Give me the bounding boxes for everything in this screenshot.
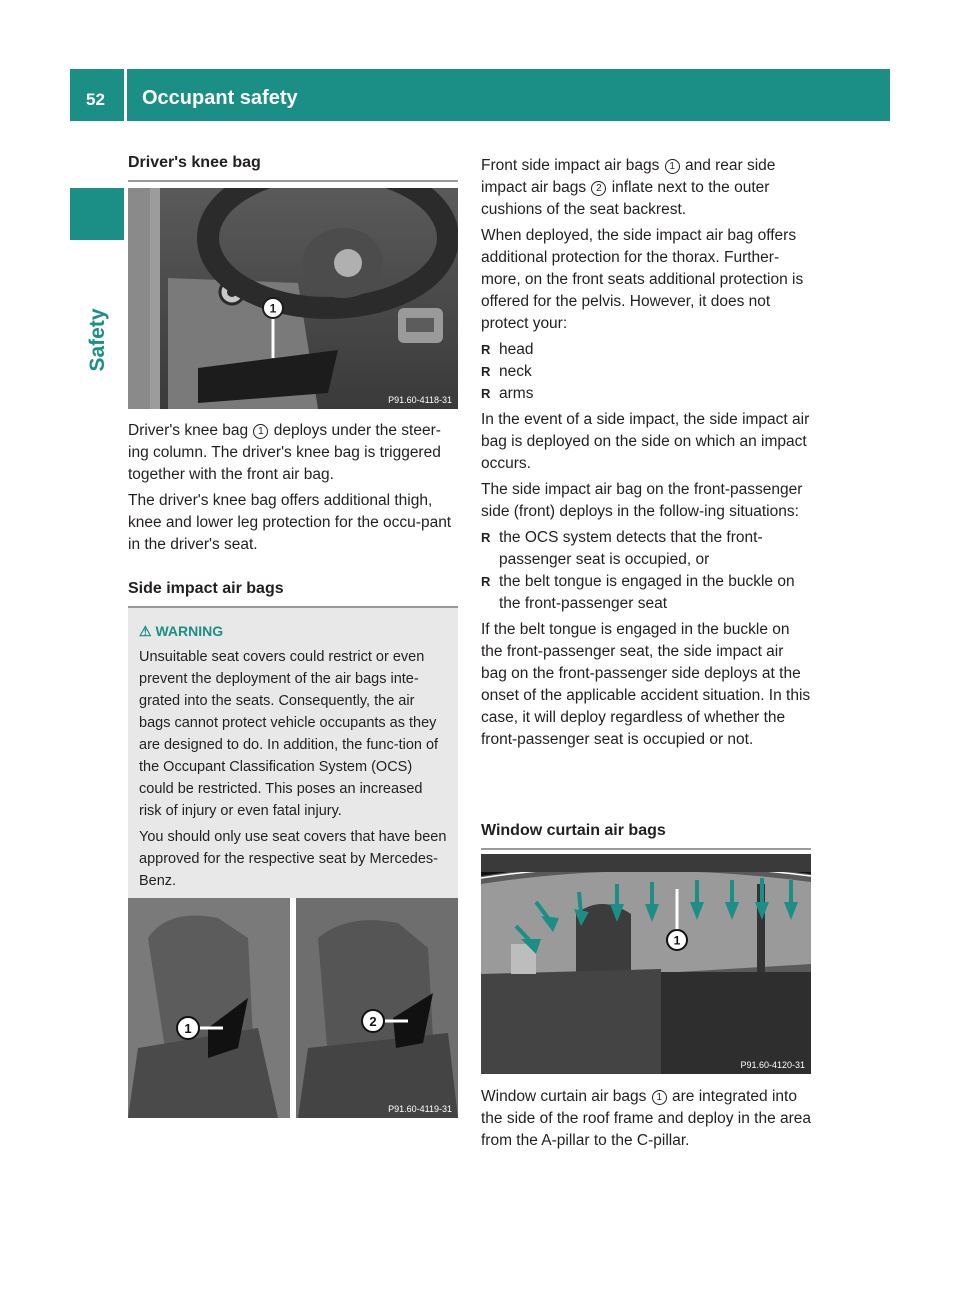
callout-ref-1c: 1 (652, 1090, 667, 1105)
header-divider (124, 69, 127, 121)
right-p1-a: Front side impact air bags (481, 157, 664, 174)
right-paragraph-3: In the event of a side impact, the side impact air bag is deployed on the side on which an impact occurs. (481, 411, 810, 472)
warning-paragraph-2: You should only use seat covers that have been approved for the respective seat by Mercedes-Benz. (139, 829, 447, 889)
knee-paragraph-2: The driver's knee bag offers additional thigh, knee and lower leg protection for the occu-pant in the driver's seat. (128, 492, 452, 553)
callout-ref-2: 2 (591, 181, 606, 196)
window-callout-1: 1 (673, 933, 681, 948)
window-p-b: are integrated into the side of the roof frame and deploy in the area from the A-pillar to the C-pillar. (481, 1088, 812, 1149)
list-item: R arms (481, 383, 813, 405)
right-paragraph-4: The side impact air bag on the front-passenger side (front) deploys in the follow-ing situations: (481, 481, 803, 520)
list-item: R neck (481, 361, 813, 383)
window-image-code: P91.60-4120-31 (740, 1060, 805, 1070)
warning-title: WARNING (155, 623, 224, 639)
page-header (70, 69, 890, 121)
seats-callout-2: 2 (369, 1014, 377, 1029)
callout-ref-1b: 1 (665, 159, 680, 174)
warning-paragraph-1: Unsuitable seat covers could restrict or even prevent the deployment of the air bags inte-grated into the seats. Consequently, the air bags cannot protect vehicle occupants as they are designed to do. In addition, the func-tion of the Occupant Classification System (OCS) could be restricted. This poses an increased risk of injury or even fatal injury. (139, 649, 439, 819)
right-paragraph-5: If the belt tongue is engaged in the buckle on the front-passenger seat, the side impact air bag on the front-passenger side deploys at the onset of the applicable accident situation. In this case, it will deploy regardless of whether the front-passenger seat is occupied or not. (481, 621, 811, 748)
page-number: 52 (86, 90, 105, 109)
callout-ref-1: 1 (253, 424, 268, 439)
seats-image-code: P91.60-4119-31 (388, 1104, 452, 1114)
page-title: Occupant safety (142, 87, 298, 109)
knee-bag-heading: Driver's knee bag (128, 152, 458, 182)
warning-header (139, 620, 448, 642)
right-p1-b: and rear side impact air bags (481, 157, 776, 196)
seats-image (128, 898, 458, 1118)
window-paragraph (481, 1086, 813, 1152)
window-p-a: Window curtain air bags (481, 1088, 651, 1105)
window-heading-wrap (481, 820, 811, 850)
warning-box (128, 608, 458, 906)
right-paragraph-1 (481, 155, 813, 221)
knee-p1-b: deploys under the steer-ing column. The driver's knee bag is triggered together with the front air bag. (128, 422, 441, 483)
window-curtain-image (481, 854, 811, 1074)
list-item: R the OCS system detects that the front-passenger seat is occupied, or (481, 527, 813, 571)
list-item: R head (481, 339, 813, 361)
knee-paragraph-1 (128, 420, 460, 486)
section-tab (70, 188, 124, 240)
right-column (481, 155, 813, 755)
protect-list (481, 339, 813, 405)
knee-p1-a: Driver's knee bag (128, 422, 253, 439)
window-curtain-heading: Window curtain air bags (481, 820, 811, 850)
knee-image-code: P91.60-4118-31 (388, 395, 452, 405)
side-impact-heading-wrap (128, 578, 458, 608)
knee-callout-1: 1 (269, 301, 277, 316)
seats-callout-1: 1 (184, 1021, 192, 1036)
side-impact-heading: Side impact air bags (128, 578, 458, 608)
situation-list (481, 527, 813, 615)
section-label: Safety (86, 308, 109, 372)
warning-triangle-icon: ⚠ (139, 623, 152, 639)
list-item: R the belt tongue is engaged in the buckle on the front-passenger seat (481, 571, 813, 615)
right-p1-c: inflate next to the outer cushions of the seat backrest. (481, 179, 770, 218)
right-paragraph-2: When deployed, the side impact air bag offers additional protection for the thorax. Further-more, on the front seats additional protection is offered for the pelvis. However, it does not protect your: (481, 227, 804, 332)
window-caption (481, 1086, 813, 1156)
left-column (128, 152, 458, 182)
knee-bag-text (128, 420, 460, 560)
knee-bag-image (128, 188, 458, 409)
